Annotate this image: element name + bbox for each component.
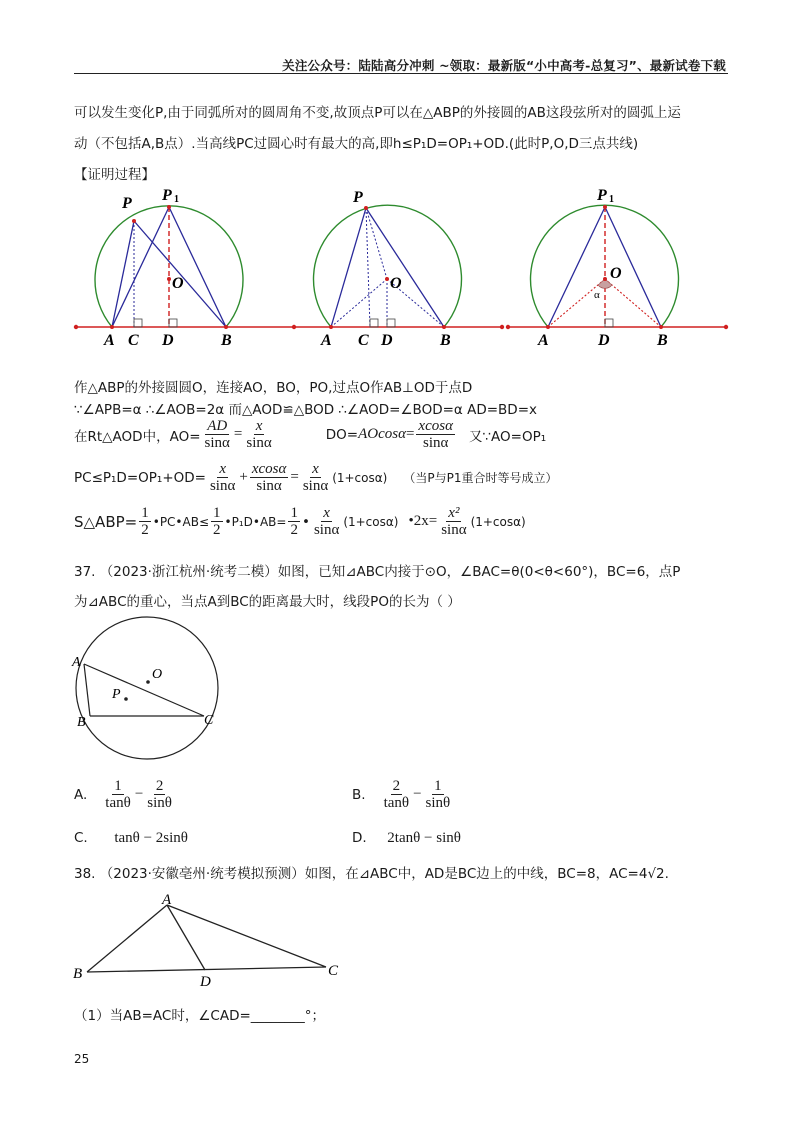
q37-option-d[interactable]: D. 2tanθ − sinθ xyxy=(352,830,461,846)
label-C: C xyxy=(358,332,369,349)
label-P: P xyxy=(353,189,363,206)
q37-line-2: 为⊿ABC的重心，当点A到BC的距离最大时，线段PO的长为（ ） xyxy=(74,594,461,610)
label-alpha: α xyxy=(594,289,600,301)
label-B: B xyxy=(657,332,668,349)
label-P1: P xyxy=(162,187,172,204)
label-B: B xyxy=(221,332,232,349)
label-C: C xyxy=(328,963,339,979)
figure-1 xyxy=(74,187,296,349)
label-A: A xyxy=(538,332,549,349)
proof-line-2: ∵∠APB=α ∴∠AOB=2α 而△AOD≌△BOD ∴∠AOD=∠BOD=α AD=BD=x xyxy=(74,402,538,418)
proof-line-3: 在Rt△AOD中，AO= $\frac{AD}{\sin\alpha}$ = $\frac{x}{\sin\alpha}$ DO= AOcosα = $\frac{xcos\alpha}{\sin\alpha}$ 又∵AO=OP₁ xyxy=(74,418,547,451)
label-A: A xyxy=(72,655,81,670)
proof-line-4: PC≤P₁D=OP₁+OD= $\frac{x}{\sin\alpha}$ + $\frac{xcos\alpha}{\sin\alpha}$ = $\frac{x}{\sin\alpha}$ (1+cosα) （当P与P1重合时等号成立） xyxy=(74,461,558,494)
label-O: O xyxy=(610,265,622,282)
label-B: B xyxy=(73,966,83,982)
label-P1: P xyxy=(597,187,607,204)
label-B: B xyxy=(440,332,451,349)
label-B: B xyxy=(77,715,86,730)
label-P: P xyxy=(112,687,121,702)
proof-figures xyxy=(70,182,730,354)
intro-line-1: 可以发生变化P,由于同弧所对的圆周角不变,故顶点P可以在△ABP的外接圆的AB这段弦所对的圆弧上运 xyxy=(74,105,681,121)
figure-2 xyxy=(294,189,504,349)
proof-line-5: S△ABP= $\frac{1}{2}$ •PC•AB≤ $\frac{1}{2}$ •P₁D•AB= $\frac{1}{2}$ • $\frac{x}{\sin\alpha}$ (1+cosα) •2x= $\frac{\text{x²}}{\sin\alpha}$ (1+cosα) xyxy=(74,505,526,538)
label-A: A xyxy=(321,332,332,349)
q38-line-1: 38. （2023·安徽亳州·统考模拟预测）如图，在⊿ABC中，AD是BC边上的中线，BC=8，AC=4√2. xyxy=(74,866,669,882)
label-D: D xyxy=(381,332,393,349)
label-O: O xyxy=(390,275,402,292)
label-O: O xyxy=(152,667,163,682)
label-sub1: 1 xyxy=(609,194,614,205)
q38-sub-1: （1）当AB=AC时，∠CAD=________°； xyxy=(74,1008,326,1024)
label-sub1: 1 xyxy=(174,194,179,205)
label-O: O xyxy=(172,275,184,292)
q37-option-b[interactable]: B. $\frac{2}{\tan\theta}$ − $\frac{1}{\sin\theta}$ xyxy=(352,778,451,811)
label-P: P xyxy=(122,195,132,212)
q37-figure xyxy=(70,612,230,772)
proof-title: 【证明过程】 xyxy=(74,167,155,183)
label-C: C xyxy=(128,332,139,349)
figure-3 xyxy=(506,187,728,349)
q38-figure xyxy=(70,890,360,990)
proof-line-1: 作△ABP的外接圆圆O，连接AO，BO，PO,过点O作AB⊥OD于点D xyxy=(74,380,473,396)
page-number: 25 xyxy=(74,1052,90,1066)
label-A: A xyxy=(104,332,115,349)
endpoint-dot xyxy=(74,325,78,329)
header-rule xyxy=(74,73,728,74)
intro-line-2: 动（不包括A,B点）.当高线PC过圆心时有最大的高,即h≤P₁D=OP₁+OD.(此时P,O,D三点共线) xyxy=(74,136,639,152)
label-D: D xyxy=(200,974,211,990)
label-A: A xyxy=(162,892,172,908)
page-header: 关注公众号：陆陆高分冲刺 ~领取：最新版“小中高考-总复习”、最新试卷下载 xyxy=(282,58,726,73)
label-D: D xyxy=(598,332,610,349)
q37-option-c[interactable]: C. tanθ − 2sinθ xyxy=(74,830,188,846)
label-D: D xyxy=(162,332,174,349)
label-C: C xyxy=(204,713,214,728)
q37-option-a[interactable]: A. $\frac{1}{\tan\theta}$ − $\frac{2}{\sin\theta}$ xyxy=(74,778,172,811)
q37-line-1: 37. （2023·浙江杭州·统考二模）如图，已知⊿ABC内接于⊙O，∠BAC=θ(0<θ<60°)，BC=6，点P xyxy=(74,564,681,580)
